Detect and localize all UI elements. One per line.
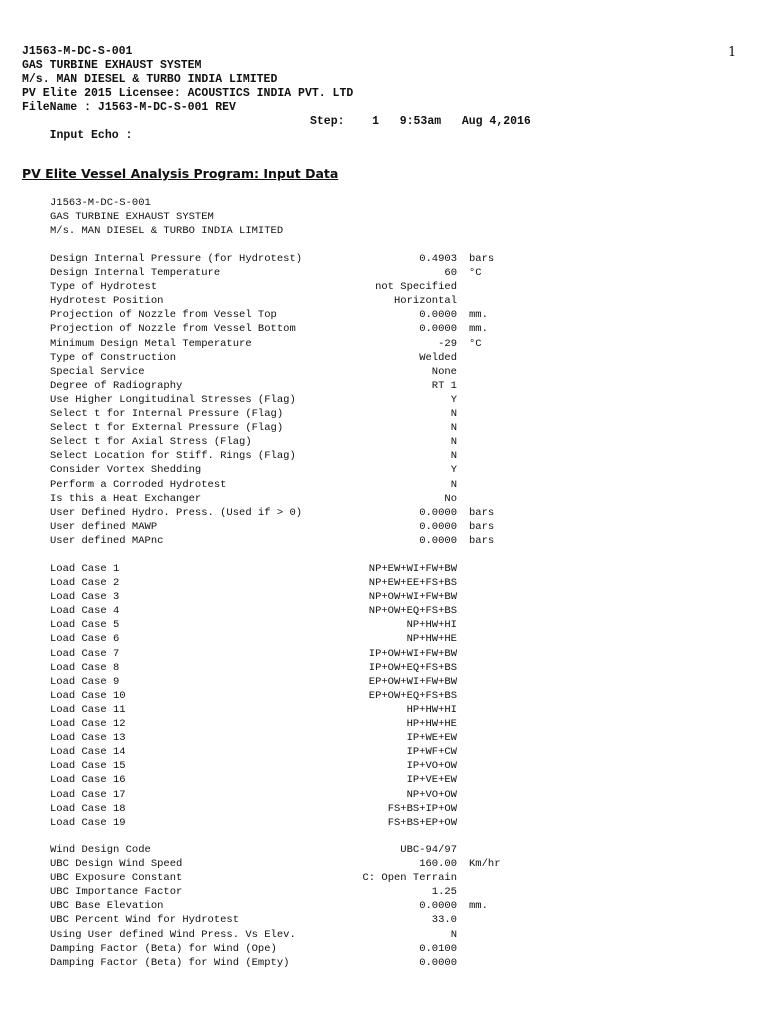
- param-row: [50, 322, 650, 336]
- param-value: No: [444, 492, 457, 505]
- param-label: Load Case 13: [50, 732, 126, 745]
- param-row: [50, 689, 650, 703]
- param-value: IP+VO+OW: [406, 760, 457, 773]
- intro-line: M/s. MAN DIESEL & TURBO INDIA LIMITED: [50, 225, 284, 237]
- header-system-name: GAS TURBINE EXHAUST SYSTEM: [22, 59, 202, 72]
- param-unit: mm.: [469, 309, 488, 322]
- param-value: RT 1: [431, 379, 457, 392]
- param-value: N: [450, 928, 457, 941]
- param-label: Select Location for Stiff. Rings (Flag): [50, 450, 296, 463]
- param-row: [50, 435, 650, 449]
- param-label: Wind Design Code: [50, 844, 151, 856]
- param-value: 60: [444, 267, 457, 280]
- intro-block: [50, 196, 283, 238]
- param-row: [50, 717, 650, 731]
- param-value: IP+OW+WI+FW+BW: [368, 647, 457, 660]
- param-value: 0.0100: [419, 942, 457, 955]
- param-row: [50, 576, 650, 590]
- param-label: Load Case 19: [50, 816, 126, 829]
- param-row: [50, 379, 650, 393]
- param-label: UBC Importance Factor: [50, 886, 183, 899]
- param-label: Type of Construction: [50, 351, 177, 364]
- param-value: Y: [450, 464, 457, 477]
- param-label: Select t for Axial Stress (Flag): [50, 436, 252, 449]
- param-value: 1.25: [431, 886, 457, 899]
- param-label: Load Case 8: [50, 661, 120, 674]
- param-row: [50, 731, 650, 745]
- param-label: Select t for Internal Pressure (Flag): [50, 408, 284, 421]
- param-row: [50, 843, 650, 857]
- param-row: [50, 421, 650, 435]
- param-label: Minimum Design Metal Temperature: [50, 337, 252, 350]
- input-echo-label: Input Echo :: [49, 129, 133, 142]
- param-label: Use Higher Longitudinal Stresses (Flag): [50, 393, 296, 406]
- param-label: Design Internal Temperature: [50, 267, 221, 280]
- page-number: 1: [728, 45, 737, 60]
- param-value: 0.0000: [419, 900, 457, 913]
- param-label: Damping Factor (Beta) for Wind (Ope): [50, 942, 277, 955]
- param-value: FS+BS+EP+OW: [387, 816, 457, 829]
- header-licensee: PV Elite 2015 Licensee: ACOUSTICS INDIA PVT. LTD: [22, 87, 354, 100]
- param-unit: Km/hr: [469, 858, 501, 871]
- param-value: NP+HW+HE: [406, 633, 457, 646]
- param-unit: mm.: [469, 900, 488, 913]
- param-value: NP+OW+WI+FW+BW: [368, 591, 457, 604]
- param-value: HP+HW+HE: [406, 718, 457, 731]
- param-unit: bars: [469, 520, 495, 533]
- param-row: [50, 604, 650, 618]
- param-label: Special Service: [50, 365, 145, 378]
- param-value: FS+BS+IP+OW: [387, 802, 457, 815]
- param-row: [50, 942, 650, 956]
- param-row: [50, 745, 650, 759]
- param-row: [50, 280, 650, 294]
- param-row: [50, 393, 650, 407]
- param-label: Load Case 15: [50, 760, 126, 773]
- param-row: [50, 463, 650, 477]
- param-label: Load Case 10: [50, 689, 126, 702]
- param-row: [50, 337, 650, 351]
- param-label: Damping Factor (Beta) for Wind (Empty): [50, 956, 290, 969]
- param-label: Consider Vortex Shedding: [50, 464, 202, 477]
- param-row: [50, 562, 650, 576]
- wind-parameters: [50, 843, 650, 970]
- header-doc-number: J1563-M-DC-S-001: [22, 45, 133, 58]
- param-row: [50, 294, 650, 308]
- param-row: [50, 913, 650, 927]
- intro-line: GAS TURBINE EXHAUST SYSTEM: [50, 211, 214, 223]
- param-value: 0.0000: [419, 520, 457, 533]
- param-row: [50, 252, 650, 266]
- param-value: N: [450, 436, 457, 449]
- param-value: IP+OW+EQ+FS+BS: [368, 661, 457, 674]
- param-row: [50, 885, 650, 899]
- param-row: [50, 407, 650, 421]
- param-row: [50, 871, 650, 885]
- param-row: [50, 857, 650, 871]
- param-row: [50, 647, 650, 661]
- param-label: Load Case 11: [50, 703, 126, 716]
- section-title: PV Elite Vessel Analysis Program: Input Data: [22, 166, 339, 181]
- param-value: NP+HW+HI: [406, 619, 457, 632]
- param-value: -29: [438, 337, 457, 350]
- header-filename: FileName : J1563-M-DC-S-001 REV: [22, 101, 236, 114]
- param-label: UBC Base Elevation: [50, 900, 164, 913]
- param-value: 0.0000: [419, 534, 457, 547]
- param-label: Degree of Radiography: [50, 379, 183, 392]
- param-value: N: [450, 408, 457, 421]
- param-value: UBC-94/97: [400, 844, 457, 856]
- param-unit: °C: [469, 337, 482, 350]
- param-label: Select t for External Pressure (Flag): [50, 422, 284, 435]
- param-value: EP+OW+EQ+FS+BS: [368, 689, 457, 702]
- param-row: [50, 956, 650, 970]
- param-row: [50, 703, 650, 717]
- param-label: Load Case 4: [50, 605, 120, 618]
- param-label: Load Case 5: [50, 619, 120, 632]
- param-value: 160.00: [419, 858, 457, 871]
- param-value: N: [450, 450, 457, 463]
- param-label: Load Case 7: [50, 647, 120, 660]
- param-row: [50, 899, 650, 913]
- param-value: IP+WE+EW: [406, 732, 457, 745]
- param-label: Load Case 17: [50, 788, 126, 801]
- param-label: Projection of Nozzle from Vessel Top: [50, 309, 277, 322]
- param-label: Perform a Corroded Hydrotest: [50, 478, 227, 491]
- param-row: [50, 928, 650, 942]
- param-value: HP+HW+HI: [406, 703, 457, 716]
- header-client: M/s. MAN DIESEL & TURBO INDIA LIMITED: [22, 73, 278, 86]
- param-label: Type of Hydrotest: [50, 281, 158, 294]
- param-label: Load Case 2: [50, 577, 120, 590]
- param-unit: bars: [469, 534, 495, 547]
- param-value: 33.0: [431, 914, 457, 927]
- param-label: Projection of Nozzle from Vessel Bottom: [50, 323, 296, 336]
- param-value: NP+EW+EE+FS+BS: [368, 577, 457, 590]
- param-label: Load Case 18: [50, 802, 126, 815]
- param-label: Load Case 16: [50, 774, 126, 787]
- param-value: NP+OW+EQ+FS+BS: [368, 605, 457, 618]
- param-row: [50, 492, 650, 506]
- param-label: Load Case 9: [50, 675, 120, 688]
- param-value: N: [450, 478, 457, 491]
- param-value: 0.0000: [419, 506, 457, 519]
- param-value: EP+OW+WI+FW+BW: [368, 675, 457, 688]
- param-value: None: [431, 365, 457, 378]
- param-value: 0.0000: [419, 323, 457, 336]
- param-label: Load Case 6: [50, 633, 120, 646]
- param-row: [50, 661, 650, 675]
- param-label: UBC Exposure Constant: [50, 872, 183, 885]
- param-row: [50, 802, 650, 816]
- param-label: Load Case 3: [50, 591, 120, 604]
- param-value: not Specified: [375, 281, 457, 294]
- param-row: [50, 816, 650, 830]
- param-unit: bars: [469, 506, 495, 519]
- param-value: Horizontal: [393, 295, 457, 308]
- param-row: [50, 788, 650, 802]
- param-value: Welded: [419, 351, 457, 364]
- param-row: [50, 449, 650, 463]
- param-row: [50, 618, 650, 632]
- param-row: [50, 632, 650, 646]
- param-value: 0.4903: [419, 253, 457, 265]
- param-row: [50, 773, 650, 787]
- param-value: N: [450, 422, 457, 435]
- design-parameters: [50, 252, 650, 548]
- param-label: User defined MAWP: [50, 520, 158, 533]
- param-row: [50, 365, 650, 379]
- param-row: [50, 351, 650, 365]
- param-label: Using User defined Wind Press. Vs Elev.: [50, 928, 296, 941]
- param-row: [50, 590, 650, 604]
- param-value: Y: [450, 393, 457, 406]
- param-label: UBC Design Wind Speed: [50, 858, 183, 871]
- param-label: Load Case 1: [50, 563, 120, 575]
- param-row: [50, 266, 650, 280]
- param-label: UBC Percent Wind for Hydrotest: [50, 914, 240, 927]
- param-row: [50, 534, 650, 548]
- param-value: C: Open Terrain: [362, 872, 457, 885]
- param-row: [50, 478, 650, 492]
- param-label: Load Case 12: [50, 718, 126, 731]
- param-label: User defined MAPnc: [50, 534, 164, 547]
- intro-line: J1563-M-DC-S-001: [50, 197, 151, 209]
- param-row: [50, 520, 650, 534]
- param-value: IP+VE+EW: [406, 774, 457, 787]
- step-timestamp: Step: 1 9:53am Aug 4,2016: [310, 115, 531, 128]
- param-row: [50, 506, 650, 520]
- load-cases: [50, 562, 650, 830]
- param-label: User Defined Hydro. Press. (Used if > 0): [50, 506, 303, 519]
- param-value: 0.0000: [419, 309, 457, 322]
- param-row: [50, 308, 650, 322]
- param-value: NP+EW+WI+FW+BW: [368, 563, 457, 575]
- param-value: IP+WF+CW: [406, 746, 457, 759]
- param-label: Is this a Heat Exchanger: [50, 492, 202, 505]
- param-label: Load Case 14: [50, 746, 126, 759]
- param-label: Design Internal Pressure (for Hydrotest): [50, 253, 303, 265]
- param-value: 0.0000: [419, 956, 457, 969]
- report-header: [22, 45, 531, 142]
- header-input-echo: [22, 115, 531, 142]
- param-unit: °C: [469, 267, 482, 280]
- param-label: Hydrotest Position: [50, 295, 164, 308]
- param-value: NP+VO+OW: [406, 788, 457, 801]
- param-row: [50, 759, 650, 773]
- param-row: [50, 675, 650, 689]
- param-unit: bars: [469, 253, 495, 265]
- param-unit: mm.: [469, 323, 488, 336]
